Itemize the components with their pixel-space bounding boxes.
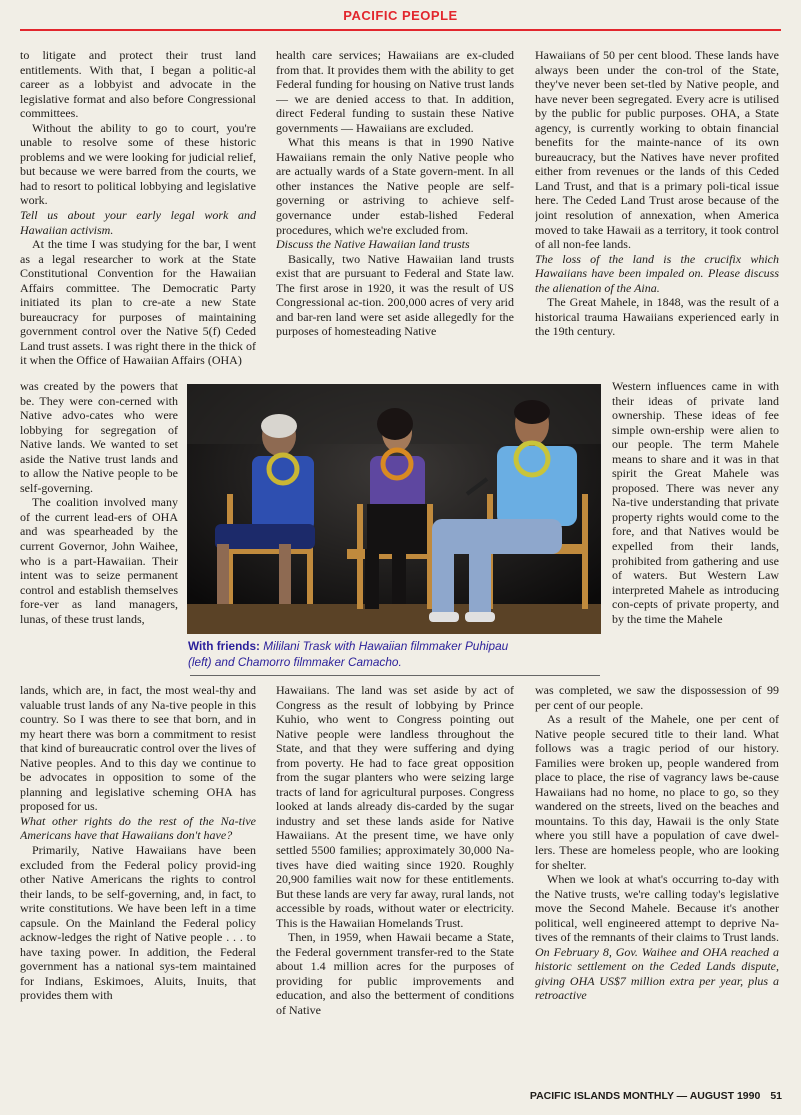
paragraph: What this means is that in 1990 Native Hawaiians remain the only Native people who are actually wards of a State govern-ment. In all other instances the Native people are self-governing or astriving to achieve self-governance under estab-lished Federal procedures, which we're excluded from. <box>276 135 514 237</box>
paragraph: Without the ability to go to court, you're unable to resolve some of these historic problems and we were looking for judicial relief, but because we were barred from the courts, we had to resort to political lobbying and legislative work. <box>20 120 256 208</box>
col2-top <box>276 48 514 383</box>
col1-narrow <box>20 379 178 677</box>
paragraph: The coalition involved many of the current lead-ers of OHA and was spearheaded by the current Governor, John Waihee, who is a part-Hawaiian. Their intent was to seize permanent control and establish themselves fore-ver as land managers, lunas, of these trust lands, <box>20 495 178 626</box>
paragraph: Hawaiians. The land was set aside by act of Congress as the result of lobbying by Prince Kuhio, who went to Congress pointing out Native people were landless throughout the State, and that they were suffering and dying from poverty. He had to face great opposition from the sugar planters who were seizing large tracts of land for agricultural purposes. Congress looked at lands already dis-carded by the sugar industry and set these lands aside for Native Hawaiians. At the present time, we have only settled 5500 families; approximately 30,000 Na-tives have died waiting since 1920. Roughly 20,900 families wait now for these entitlements. But these lands are very far away, rural lands, not accessible by roads, without water or electricity. This is the Hawaiian Homelands Trust. <box>276 683 514 930</box>
caption-rule <box>190 675 600 676</box>
paragraph: lands, which are, in fact, the most weal-thy and valuable trust lands of any Na-tive people in this country. So I was there to see that born, and in my heart there was born a commitment to resist that kind of bureaucratic control over the lives of Native peoples. And to this day we continue to be advocates in opposition to some of the planning and legislative scheming OHA has proposed for us. <box>20 683 256 814</box>
paragraph: When we look at what's occurring to-day with the Native trusts, we're calling today's legislative move the Second Mahele. Because it's another political, well engineered attempt to deprive Na-tives of the remnants of their claims to Trust lands. <box>535 872 779 945</box>
caption-text: Mililani Trask with Hawaiian filmmaker Puhipau <box>259 639 509 653</box>
paragraph: health care services; Hawaiians are ex-cluded from that. It provides them with the ability to get Federal funding for housing on Native trust lands — we are denied access to that. In addition, direct Federal funding to sustain these Native governments — Hawaiians are excluded. <box>276 48 514 135</box>
col3-bottom <box>535 683 779 1088</box>
col1-top <box>20 48 256 383</box>
paragraph: Basically, two Native Hawaiian land trusts exist that are pursuant to Federal and State law. The first arose in 1920, it was the result of US Congressional ac-tion. 200,000 acres of very arid and bar-ren land were set aside allegedly for the purposes of homesteading Native <box>276 251 514 339</box>
paragraph: Then, in 1959, when Hawaii became a State, the Federal government transfer-red to the State about 1.4 million acres for the purposes of providing for public improvements and education, and also the betterment of conditions of Native <box>276 930 514 1018</box>
interview-question: On February 8, Gov. Waihee and OHA reached a historic settlement on the Ceded Lands dispute, giving OHA US$7 million extra per year, plus a retroactive <box>535 944 779 1003</box>
photo-illustration <box>187 384 601 634</box>
page-footer <box>500 1090 782 1102</box>
col2-bottom <box>276 683 514 1088</box>
page-number: 51 <box>770 1090 782 1102</box>
section-header: PACIFIC PEOPLE <box>343 8 458 23</box>
header-rule <box>20 29 781 31</box>
photo-caption <box>188 638 608 670</box>
interview-question: Discuss the Native Hawaiian land trusts <box>276 237 470 252</box>
article-photo <box>187 384 601 634</box>
col3-narrow <box>612 379 779 689</box>
paragraph: Primarily, Native Hawaiians have been excluded from the Federal policy provid-ing other Native Americans the rights to control their lands, to be self-governing, and, in fact, to write constitutions. We have been left in a time capsule. On the Mainland the Federal policy acknow-ledges the right of Native people . . . to have taxing power. In addition, the Federal government has a national sys-tem maintained for Indians, Eskimoes, Aluits, Inuits, that provides them with <box>20 843 256 1003</box>
paragraph: As a result of the Mahele, one per cent of Native people secured title to their land. What follows was a tragic period of our history. Families were broken up, people wandered from place to place, the rise of vagrancy laws be-cause Hawaiians had no home, no place to go, so they wandered on the streets, lived on the beaches and mountains. To this day, Hawaii is the only State where you still have a population of cave dwel-lers. These are homeless people, who are looking for shelter. <box>535 712 779 872</box>
interview-question: The loss of the land is the crucifix which Hawaiians have been impaled on. Please discuss the alienation of the Aina. <box>535 251 779 295</box>
paragraph: The Great Mahele, in 1848, was the result of a historical trauma Hawaiians experienced early in the 19th century. <box>535 295 779 339</box>
paragraph: was created by the powers that be. They were con-cerned with Native advo-cates who were lobbying for segregation of Native lands. We wanted to set aside the Native trust lands and to allow the Native people to be self-governing. <box>20 379 178 495</box>
footer-publication: PACIFIC ISLANDS MONTHLY — AUGUST 1990 <box>529 1090 761 1102</box>
col1-bottom <box>20 683 256 1088</box>
interview-question: What other rights do the rest of the Na-tive Americans have that Hawaiians don't have? <box>20 813 256 843</box>
paragraph: was completed, we saw the dispossession of 99 per cent of our people. <box>535 683 779 712</box>
caption-lead: With friends: <box>188 639 260 653</box>
paragraph: Western influences came in with their ideas of private land ownership. These ideas of fee simple own-ership were alien to our people. The term Mahele means to share and it was in that spirit the Great Mahele was proposed. There was never any Na-tive understanding that private property rights would come to the fore, and that Natives would be expelled from their lands, prohibited from gathering and use of waters. But Western Law interpreted Mahele as introducing con-cepts of private property, and by the time the Mahele <box>612 379 779 626</box>
caption-line2: (left) and Chamorro filmmaker Camacho. <box>188 655 402 669</box>
col3-top <box>535 48 779 383</box>
paragraph: to litigate and protect their trust land entitlements. With that, I began a politic-al career as a lobbyist and advocate in the legislative format and also before Congressional committees. <box>20 48 256 121</box>
paragraph: Hawaiians of 50 per cent blood. These lands have always been under the con-trol of the State, they've never been set-tled by Native people, and have never been segregated. Every acre is utilised by the public for public purposes. OHA, a State agency, is currently working to obtain financial benefits for the mainte-nance of its own bureaucracy, but the Natives have never profited either from revenues or the lands of this Ceded Land Trust, and that is a primary poli-tical issue here. The Ceded Land Trust arose because of the joint resolution of annexation, when America moved to take Hawaii as a territory, it took control of all non-fee lands. <box>535 48 779 252</box>
paragraph: At the time I was studying for the bar, I went as a legal researcher to work at the State Constitutional Convention for the Hawaiian Affairs committee. The Democratic Party initiated its plan to cre-ate a new State bureaucracy for purposes of maintaining government control over the Native 5(f) Ceded Land trust assets. I was right there in the thick of it when the Office of Hawaiian Affairs (OHA) <box>20 237 256 368</box>
interview-question: Tell us about your early legal work and Hawaiian activism. <box>20 208 256 237</box>
